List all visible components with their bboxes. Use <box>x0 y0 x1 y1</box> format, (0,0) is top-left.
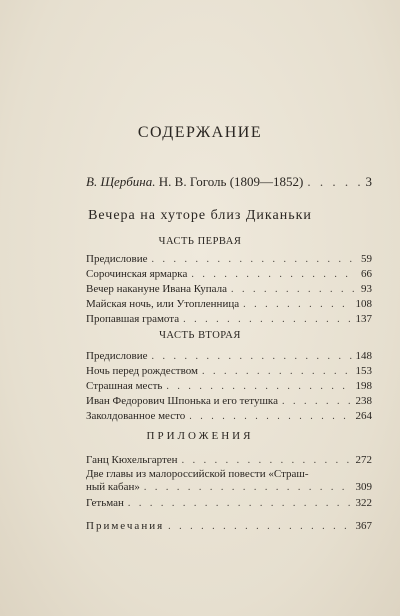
leader-dots <box>168 521 351 532</box>
toc-entry[interactable] <box>86 283 372 295</box>
intro-entry[interactable] <box>86 174 372 190</box>
toc-entry[interactable] <box>86 380 372 392</box>
leader-dots <box>183 314 351 325</box>
toc-entry[interactable] <box>86 410 372 422</box>
entry-title: Вечер накануне Ивана Купала <box>86 283 227 295</box>
toc-entry[interactable] <box>86 313 372 325</box>
section-title: Вечера на хуторе близ Диканьки <box>88 208 312 223</box>
toc-entry[interactable] <box>86 497 372 509</box>
leader-dots <box>144 482 352 493</box>
part-two-label: ЧАСТЬ ВТОРАЯ <box>159 330 241 341</box>
entry-page: 137 <box>355 313 372 325</box>
leader-dots <box>307 174 361 190</box>
entry-title: Ночь перед рождеством <box>86 365 198 377</box>
appendix-label: ПРИЛОЖЕНИЯ <box>146 430 254 442</box>
entry-title: Пропавшая грамота <box>86 313 180 325</box>
entry-page: 93 <box>361 283 372 295</box>
leader-dots <box>152 351 352 362</box>
entry-title: Предисловие <box>86 253 148 265</box>
entry-title-line2: ный кабан» <box>86 481 140 493</box>
entry-page: 309 <box>355 481 372 493</box>
toc-entry[interactable] <box>86 365 372 377</box>
page-title: СОДЕРЖАНИЕ <box>137 124 263 141</box>
leader-dots <box>243 299 351 310</box>
leader-dots <box>182 455 352 466</box>
leader-dots <box>166 381 351 392</box>
entry-title: Ганц Кюхельгартен <box>86 454 178 466</box>
leader-dots <box>231 284 357 295</box>
entry-page: 59 <box>361 253 372 265</box>
entry-page: 153 <box>355 365 372 377</box>
toc-entry[interactable] <box>86 298 372 310</box>
toc-entry-notes[interactable] <box>86 520 372 532</box>
toc-entry[interactable] <box>86 481 372 493</box>
entry-page: 367 <box>355 520 372 532</box>
entry-page: 198 <box>355 380 372 392</box>
entry-page: 108 <box>355 298 372 310</box>
entry-title-line1[interactable]: Две главы из малороссийской повести «Страш- <box>86 468 309 480</box>
entry-page: 264 <box>355 410 372 422</box>
entry-title: Предисловие <box>86 350 148 362</box>
leader-dots <box>128 498 352 509</box>
entry-page: 66 <box>361 268 372 280</box>
entry-title: Заколдованное место <box>86 410 186 422</box>
toc-entry[interactable] <box>86 253 372 265</box>
toc-entry[interactable] <box>86 454 372 466</box>
toc-entry[interactable] <box>86 268 372 280</box>
entry-title: Примечания <box>86 520 165 532</box>
part-one-label: ЧАСТЬ ПЕРВАЯ <box>158 236 242 247</box>
leader-dots <box>191 269 357 280</box>
leader-dots <box>152 254 358 265</box>
entry-title: Гетьман <box>86 497 124 509</box>
entry-page: 148 <box>355 350 372 362</box>
leader-dots <box>282 396 352 407</box>
toc-entry[interactable] <box>86 350 372 362</box>
leader-dots <box>202 366 352 377</box>
leader-dots <box>189 411 351 422</box>
entry-title: Сорочинская ярмарка <box>86 268 188 280</box>
entry-title: Страшная месть <box>86 380 163 392</box>
entry-page: 238 <box>355 395 372 407</box>
intro-title: Н. В. Гоголь (1809—1852) <box>158 174 304 189</box>
entry-page: 322 <box>355 497 372 509</box>
entry-page: 272 <box>355 454 372 466</box>
intro-author: В. Щербина. <box>86 174 156 189</box>
entry-title: Майская ночь, или Утопленница <box>86 298 240 310</box>
intro-page: 3 <box>365 174 372 189</box>
toc-entry[interactable] <box>86 395 372 407</box>
entry-title: Иван Федорович Шпонька и его тетушка <box>86 395 278 407</box>
